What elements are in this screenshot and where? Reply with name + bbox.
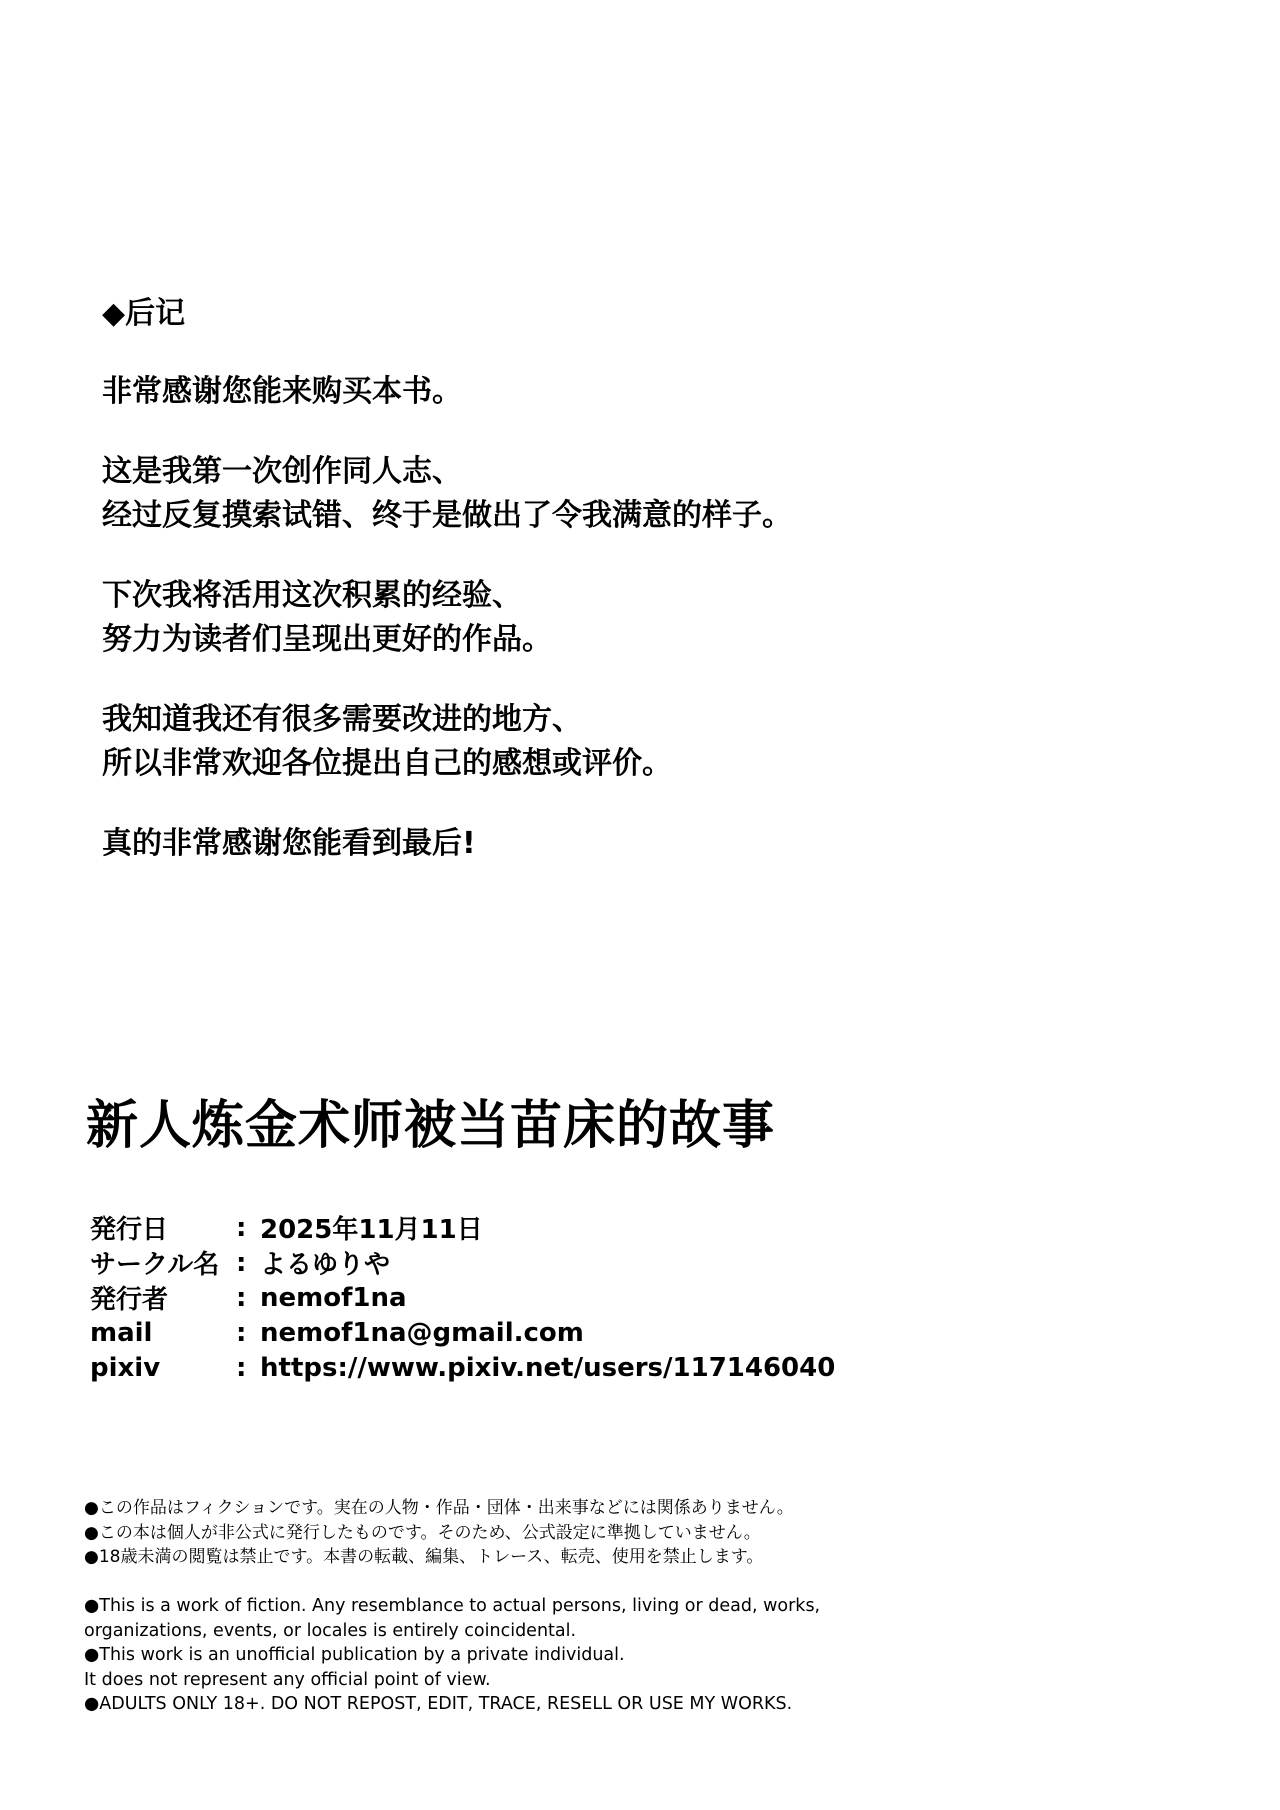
afterword-heading: ◆后记 [102,296,186,331]
notice-english [84,1594,1184,1717]
colophon-label: 発行者 [90,1285,169,1315]
notice-line: ●18歳未満の閲覧は禁止です。本書の転載、編集、トレース、転売、使用を禁止します。 [84,1547,764,1567]
colophon-label: サークル名 [90,1250,220,1280]
notice-line: ●This is a work of fiction. Any resemblance to actual persons, living or dead, works, [84,1596,821,1616]
colophon-row-pixiv [90,1350,835,1385]
colophon-separator: : [236,1247,247,1278]
colophon-label: pixiv [90,1352,161,1383]
afterword-line: 真的非常感谢您能看到最后! [102,826,476,861]
afterword-section [102,292,1102,902]
colophon-separator: : [236,1282,247,1313]
notice-line: ●この本は個人が非公式に発行したものです。そのため、公式設定に準拠していません。 [84,1522,761,1543]
notice-line: ●ADULTS ONLY 18+. DO NOT REPOST, EDIT, TRACE, RESELL OR USE MY WORKS. [84,1694,793,1714]
colophon-value: nemof1na [260,1282,407,1313]
colophon-separator: : [236,1212,247,1243]
afterword-paragraph-3 [102,574,1102,662]
colophon-value: よるゆりや [260,1250,391,1280]
book-title: 新人炼金术师被当苗床的故事 [86,1096,776,1156]
afterword-paragraph-5 [102,822,1102,866]
notice-line: ●This work is an unofficial publication by a private individual. [84,1645,625,1665]
afterword-line: 下次我将活用这次积累的经验、 [102,578,522,613]
colophon-label: mail [90,1317,153,1348]
colophon-mail-value: nemof1na@gmail.com [260,1317,584,1348]
afterword-line: 经过反复摸索试错、终于是做出了令我满意的样子。 [102,498,792,533]
colophon-row-circle-name [90,1245,835,1280]
afterword-line: 这是我第一次创作同人志、 [102,454,462,489]
notice-line: It does not represent any official point of view. [84,1669,491,1690]
colophon-row-publisher [90,1280,835,1315]
colophon [90,1210,835,1385]
notice-line: ●この作品はフィクションです。実在の人物・作品・団体・出来事などには関係ありません。 [84,1498,794,1518]
colophon-pixiv-url: https://www.pixiv.net/users/117146040 [260,1352,836,1383]
colophon-value: 2025年11月11日 [260,1215,483,1245]
afterword-paragraph-2 [102,450,1102,538]
colophon-separator: : [236,1352,247,1383]
notice-japanese [84,1496,1184,1570]
afterword-line: 我知道我还有很多需要改进的地方、 [102,702,582,737]
colophon-row-mail [90,1315,835,1350]
colophon-label: 発行日 [90,1215,169,1245]
afterword-line: 努力为读者们呈现出更好的作品。 [102,622,552,657]
colophon-separator: : [236,1317,247,1348]
afterword-line: 所以非常欢迎各位提出自己的感想或评价。 [102,746,672,781]
afterword-paragraph-1 [102,370,1102,414]
afterword-line: 非常感谢您能来购买本书。 [102,374,462,409]
notice-line: organizations, events, or locales is entirely coincidental. [84,1620,577,1641]
afterword-paragraph-4 [102,698,1102,786]
colophon-row-release-date [90,1210,835,1245]
